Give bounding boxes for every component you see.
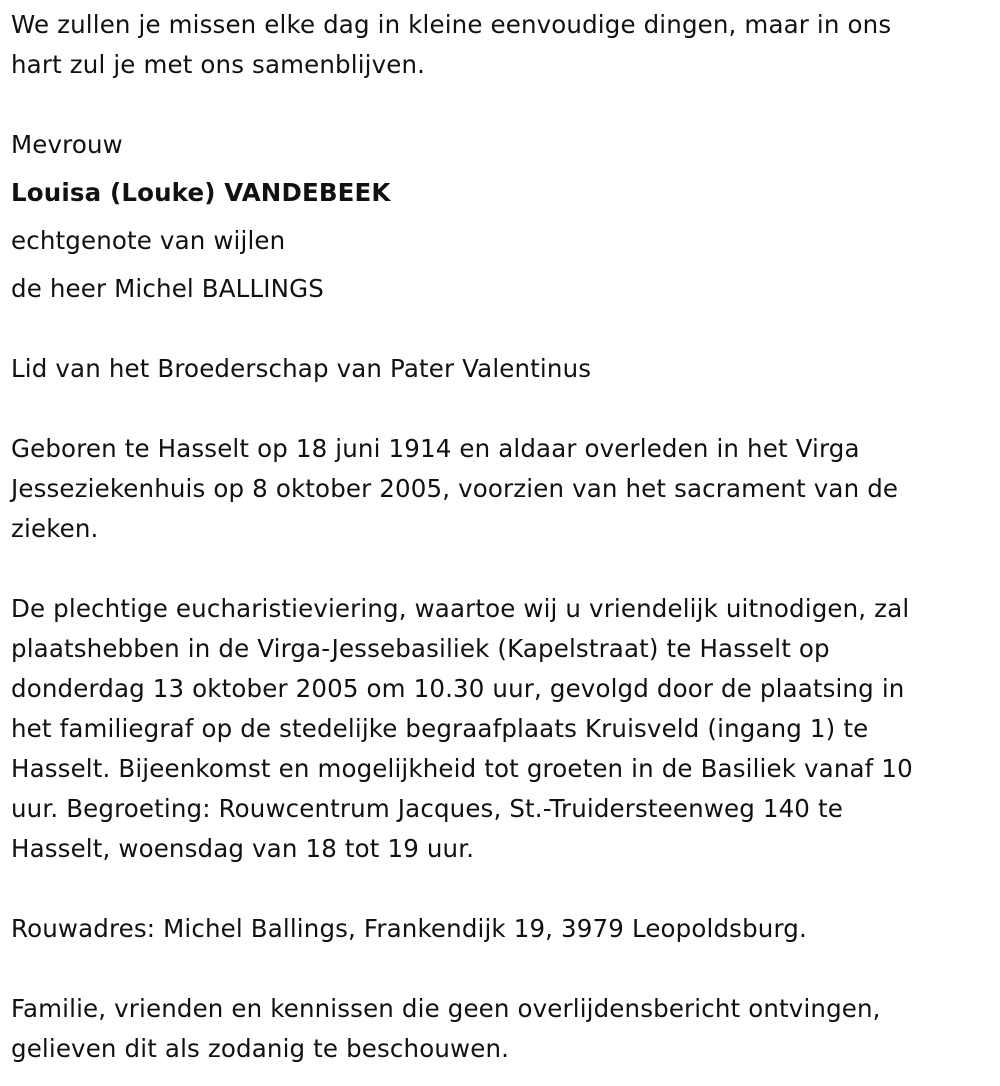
ceremony-line: De plechtige eucharistieviering, waartoe wij u vriendelijk uitnodigen, zal xyxy=(11,594,910,623)
motto-line: We zullen je missen elke dag in kleine eenvoudige dingen, maar in ons xyxy=(11,10,892,39)
birth-death-line: Geboren te Hasselt op 18 juni 1914 en aldaar overleden in het Virga xyxy=(11,434,860,463)
birth-death-line: Jesseziekenhuis op 8 oktober 2005, voorzien van het sacrament van de xyxy=(11,474,899,503)
motto-paragraph xyxy=(11,5,986,85)
spacer xyxy=(11,869,986,909)
obituary-notice xyxy=(11,5,986,1069)
deceased-relation: echtgenote van wijlen xyxy=(11,226,286,255)
closing-line: Familie, vrienden en kennissen die geen overlijdensbericht ontvingen, xyxy=(11,994,881,1023)
deceased-title: Mevrouw xyxy=(11,130,123,159)
ceremony-line: uur. Begroeting: Rouwcentrum Jacques, St.-Truidersteenweg 140 te xyxy=(11,794,843,823)
motto-line: hart zul je met ons samenblijven. xyxy=(11,50,426,79)
birth-death-line: zieken. xyxy=(11,514,99,543)
closing-paragraph xyxy=(11,989,986,1069)
ceremony-line: donderdag 13 oktober 2005 om 10.30 uur, gevolgd door de plaatsing in xyxy=(11,674,905,703)
deceased-spouse: de heer Michel BALLINGS xyxy=(11,274,324,303)
mourning-address: Rouwadres: Michel Ballings, Frankendijk 19, 3979 Leopoldsburg. xyxy=(11,914,807,943)
birth-death-paragraph xyxy=(11,429,986,549)
spacer xyxy=(11,389,986,429)
ceremony-paragraph xyxy=(11,589,986,869)
deceased-block xyxy=(11,125,986,309)
ceremony-line: Hasselt, woensdag van 18 tot 19 uur. xyxy=(11,834,475,863)
spacer xyxy=(11,549,986,589)
address-paragraph xyxy=(11,909,986,949)
deceased-name: Louisa (Louke) VANDEBEEK xyxy=(11,178,391,207)
ceremony-line: het familiegraf op de stedelijke begraafplaats Kruisveld (ingang 1) te xyxy=(11,714,869,743)
spacer xyxy=(11,309,986,349)
closing-line: gelieven dit als zodanig te beschouwen. xyxy=(11,1034,510,1063)
ceremony-line: plaatshebben in de Virga-Jessebasiliek (Kapelstraat) te Hasselt op xyxy=(11,634,830,663)
membership-line: Lid van het Broederschap van Pater Valentinus xyxy=(11,354,592,383)
spacer xyxy=(11,949,986,989)
ceremony-line: Hasselt. Bijeenkomst en mogelijkheid tot groeten in de Basiliek vanaf 10 xyxy=(11,754,913,783)
membership-paragraph xyxy=(11,349,986,389)
spacer xyxy=(11,85,986,125)
